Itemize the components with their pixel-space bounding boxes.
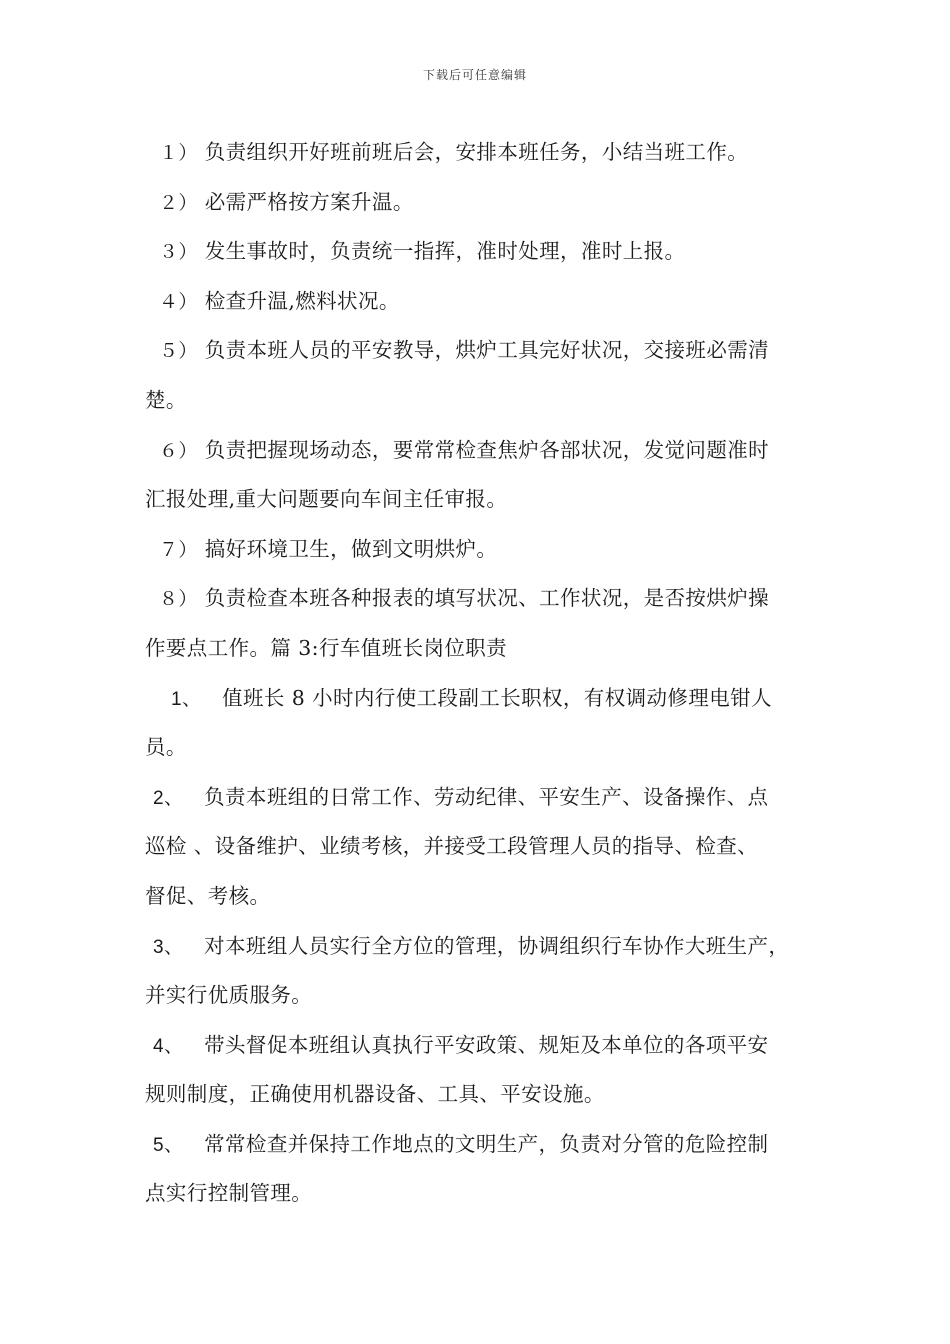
header-note: 下载后可任意编辑 [422,68,527,82]
item-number: ５） [159,341,198,363]
line-text: 发生事故时，负责统一指挥，准时处理，准时上报。 [204,239,686,264]
paragraph-line [145,922,820,972]
line-text: 负责把握现场动态，要常常检查焦炉各部状况，发觉问题准时 [204,437,770,462]
paragraph-line [145,1120,820,1170]
document-body [145,128,820,1219]
item-number: 5、 [153,1134,184,1156]
line-text: 员。 [145,735,187,760]
line-text: 负责本班人员的平安教导，烘炉工具完好状况，交接班必需清 [204,338,770,363]
line-text: 对本班组人员实行全方位的管理，协调组织行车协作大班生产， [204,933,790,958]
line-text: 作要点工作。篇 3:行车值班长岗位职责 [145,635,508,660]
line-text: 楚。 [145,387,187,412]
item-number: 1、 [171,688,202,710]
paragraph-line [145,128,820,178]
paragraph-line [145,525,820,575]
paragraph-line [145,426,820,476]
line-text: 值班长 8 小时内行使工段副工长职权，有权调动修理电钳人 [222,685,772,710]
paragraph-line [145,376,820,426]
line-text: 带头督促本班组认真执行平安政策、规矩及本单位的各项平安 [204,1032,769,1057]
line-text: 检查升温,燃料状况。 [204,288,400,313]
line-text: 规则制度，正确使用机器设备、工具、平安设施。 [145,1082,605,1107]
paragraph-line [145,178,820,228]
paragraph-line [145,723,820,773]
paragraph-line [145,1169,820,1219]
item-number: ６） [159,440,198,462]
item-number: ４） [159,291,198,313]
paragraph-line [145,1070,820,1120]
item-number: 2、 [153,787,184,809]
item-number: 3、 [153,936,184,958]
paragraph-line [145,277,820,327]
paragraph-line [145,326,820,376]
paragraph-line [145,475,820,525]
line-text: 搞好环境卫生，做到文明烘炉。 [204,536,498,561]
item-number: 4、 [153,1035,184,1057]
paragraph-line [145,872,820,922]
paragraph-line [145,822,820,872]
paragraph-line [145,773,820,823]
line-text: 点实行控制管理。 [145,1181,313,1206]
paragraph-line [145,574,820,624]
item-number: ７） [159,539,198,561]
line-text: 督促、考核。 [145,883,271,908]
paragraph-line [145,674,820,724]
line-text: 常常检查并保持工作地点的文明生产，负责对分管的危险控制 [204,1131,769,1156]
paragraph-line [145,1021,820,1071]
line-text: 负责检查本班各种报表的填写状况、工作状况，是否按烘炉操 [204,586,770,611]
line-text: 巡检 、设备维护、业绩考核，并接受工段管理人员的指导、检查、 [145,834,759,859]
item-number: ８） [159,589,198,611]
paragraph-line [145,971,820,1021]
item-number: １） [159,143,198,164]
paragraph-line [145,624,820,674]
line-text: 负责本班组的日常工作、劳动纪律、平安生产、设备操作、点 [204,784,769,809]
item-number: ３） [159,242,198,264]
line-text: 负责组织开好班前班后会，安排本班任务，小结当班工作。 [204,140,749,164]
paragraph-line [145,227,820,277]
item-number: ２） [159,192,198,214]
line-text: 并实行优质服务。 [145,983,313,1008]
line-text: 必需严格按方案升温。 [204,189,414,214]
line-text: 汇报处理,重大问题要向车间主任审报。 [145,487,508,512]
